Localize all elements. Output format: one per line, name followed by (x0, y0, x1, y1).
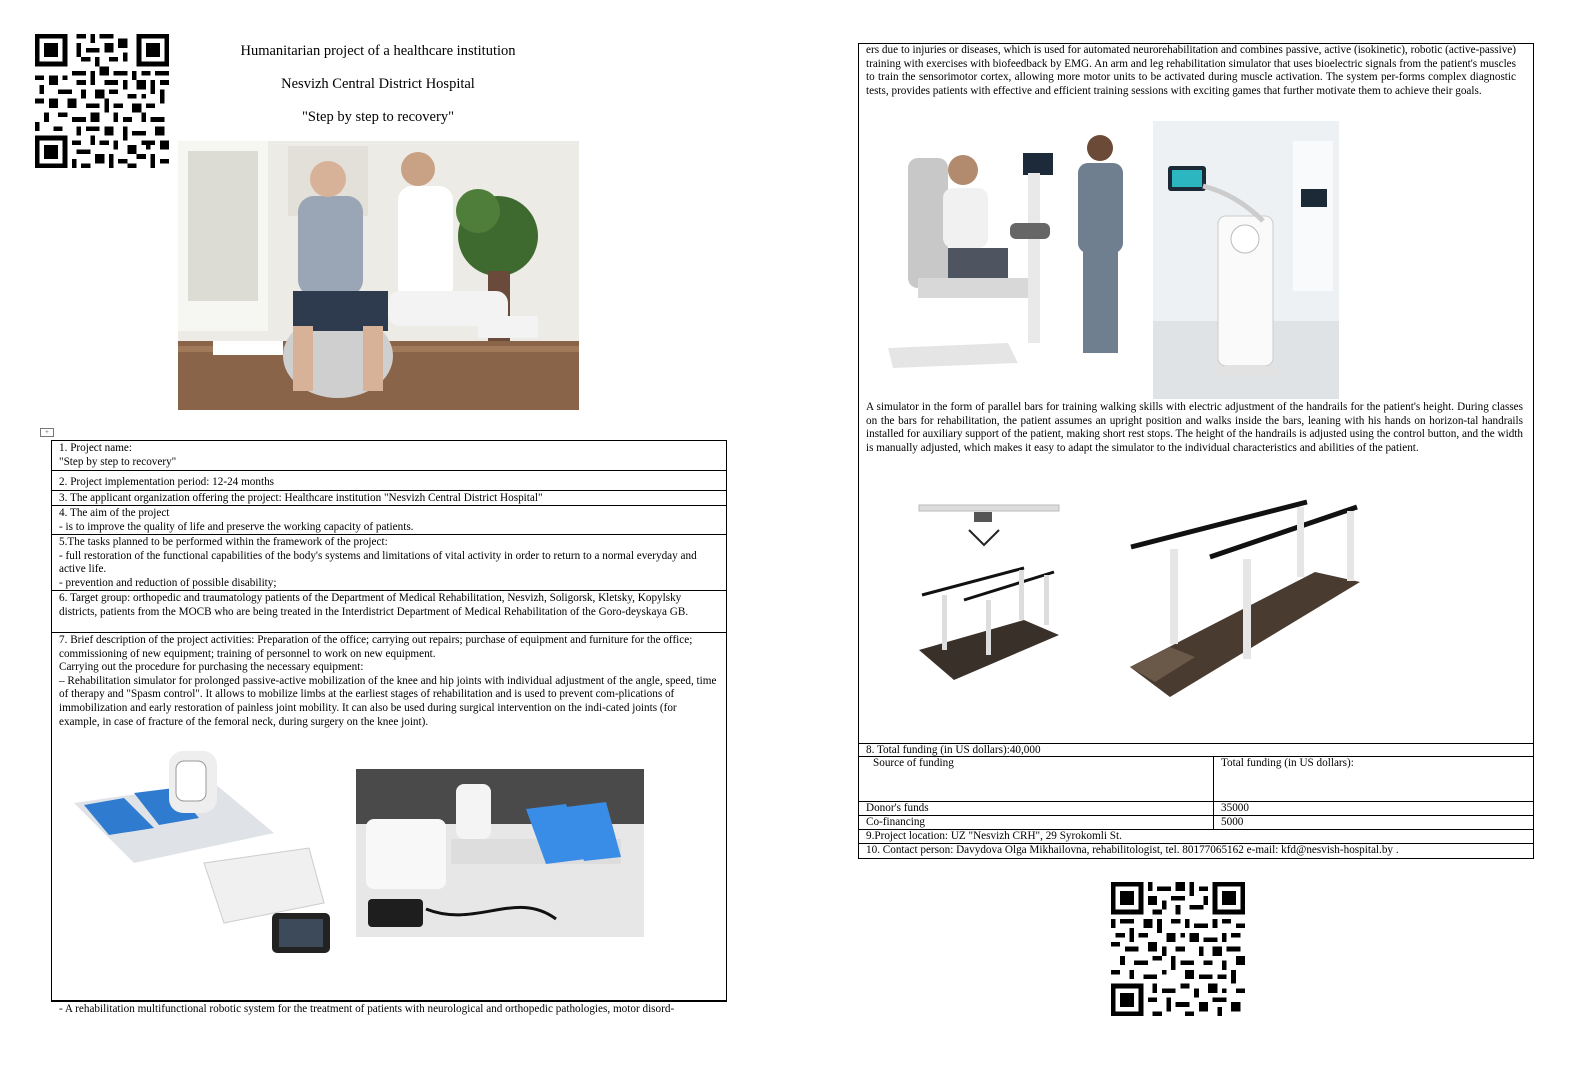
row-aim (52, 506, 726, 535)
contact-person: 10. Contact person: Davydova Olga Mikhailovna, rehabilitologist, tel. 80177065162 e-mail: kfd@nesvish-hospital.by . (866, 844, 1399, 856)
row-applicant: 3. The applicant organization offering the project: Healthcare institution "Nesvizh Central District Hospital" (52, 491, 726, 506)
activities-procurement: Carrying out the procedure for purchasing the necessary equipment: (59, 661, 364, 674)
row-tasks (52, 535, 726, 591)
aim-label: 4. The aim of the project (59, 507, 170, 519)
total-funding-row (858, 743, 1534, 757)
project-location: 9.Project location: UZ "Nesvizh CRH", 29 Syrokomli St. (866, 830, 1122, 842)
donor-value: 35000 (1221, 802, 1249, 814)
row-project-name (52, 441, 726, 471)
header-line-2: Nesvizh Central District Hospital (281, 76, 475, 92)
total-funding: 8. Total funding (in US dollars):40,000 (866, 744, 1041, 756)
parallel-bars-description: A simulator in the form of parallel bars for training walking skills with electric adjustment of the handrails for the patient's height. During classes on the bars for rehabilitation, the patient assumes an upright position and walks inside the bars, leaning with his hands on horizon-tal handrails installed for auxiliary support of the patient, making short rest stops. The height of the handrails is adjusted using the control button, and the width is manually adjusted, which makes it easy to adapt the simulator to the individual characteristics and abilities of the patient. (866, 401, 1523, 454)
funding-header-row (858, 757, 1534, 802)
cpm-machine-photo-1 (64, 743, 336, 965)
header-line-1: Humanitarian project of a healthcare institution (240, 43, 516, 59)
aim-value: - is to improve the quality of life and preserve the working capacity of patients. (59, 520, 414, 533)
row-activities (52, 633, 726, 1001)
header-line-3: "Step by step to recovery" (302, 109, 454, 125)
cofinancing-label: Co-financing (859, 816, 1214, 829)
project-name-value: "Step by step to recovery" (59, 455, 177, 468)
funding-table (858, 743, 1534, 859)
activities-text: 7. Brief description of the project activities: Preparation of the office; carrying out repairs; purchase of equipment and furniture for the office; commissioning of new equipment; training of personnel to work on new equipment. (59, 634, 693, 660)
parallel-bars-platform-photo (1125, 497, 1365, 700)
project-table (51, 440, 727, 1015)
robotic-trainer-photo (878, 128, 1140, 384)
tasks-label: 5.The tasks planned to be performed within the framework of the project: (59, 536, 388, 548)
amount-header: Total funding (in US dollars): (1221, 757, 1354, 769)
cofinancing-row (858, 816, 1534, 830)
location-row (858, 830, 1534, 844)
donor-label: Donor's funds (859, 802, 1214, 815)
contact-row (858, 844, 1534, 859)
parallel-bars-hoist-photo (914, 500, 1064, 685)
qr-code-bottom (1110, 882, 1246, 1016)
tasks-item-2: - prevention and reduction of possible disability; (59, 576, 277, 589)
source-header: Source of funding (859, 757, 1214, 801)
robotic-system-description: ers due to injuries or diseases, which is used for automated neurorehabilitation and combines passive, active (isokinetic), robotic (active-passive) training with exercises with biofeedback by EMG. An arm and leg rehabilitation simulator that uses bioelectric signals from the patient's muscles to train the sensorimotor cortex, allowing more motor units to be activated during muscle activation. The system per-forms complex diagnostic tests, provides patients with effective and efficient training sessions with exciting games that further motivate them to achieve their goals. (866, 44, 1516, 97)
cpm-machine-photo-2 (356, 769, 644, 937)
robotic-system-clinic-photo (1153, 121, 1339, 399)
anchor-icon: + (40, 428, 54, 437)
tasks-item-1: - full restoration of the functional capabilities of the body's systems and limitations of vital activity in order to return to a normal everyday and active life. (59, 549, 697, 576)
row-robotic-system: - A rehabilitation multifunctional robotic system for the treatment of patients with neurological and orthopedic pathologies, motor disord- (59, 1003, 675, 1015)
row-target-group: 6. Target group: orthopedic and traumatology patients of the Department of Medical Rehabilitation, Nesvizh, Soligorsk, Kletsky, Kopylsky districts, patients from the MOCB who are being treated in the Interdistrict Department of Medical Rehabilitation of the Goro-deyskaya GB. (52, 591, 726, 633)
hero-rehabilitation-photo (178, 141, 579, 410)
donor-row (858, 802, 1534, 816)
cofinancing-value: 5000 (1221, 816, 1244, 828)
project-name-label: 1. Project name: (59, 442, 133, 454)
qr-code-top (34, 34, 170, 168)
row-period: 2. Project implementation period: 12-24 months (52, 471, 726, 491)
activities-cpm-description: – Rehabilitation simulator for prolonged passive-active mobilization of the knee and hip joints with individual adjustment of the angle, speed, time of therapy and "Spasm control". It allows to mobilize limbs at the earliest stages of rehabilitation and is used to prevent com-plications of immobilization and early restoration of painless joint mobility. It can also be used during surgical intervention on the indi-cated joints (for example, in case of fracture of the femoral neck, during surgery on the knee joint). (59, 674, 717, 728)
